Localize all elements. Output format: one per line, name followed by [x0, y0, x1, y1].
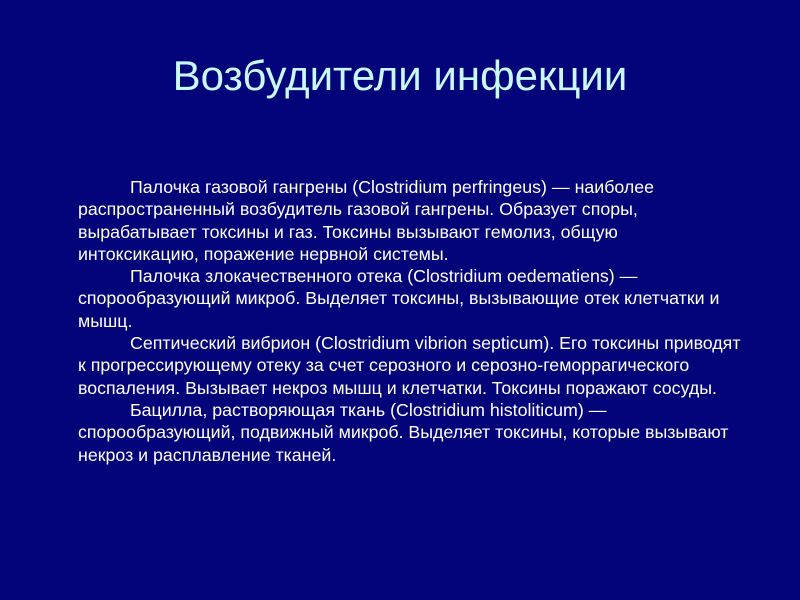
slide-body	[78, 176, 742, 466]
slide-title: Возбудители инфекции	[172, 52, 628, 99]
paragraph-perfringens: Палочка газовой гангрены (Clostridium perfringeus) — наиболее распространенный возбудитель газовой гангрены. Образует споры, вырабатывает токсины и газ. Токсины вызывают гемолиз, общую интоксикацию, поражение нервной системы.	[78, 177, 655, 264]
paragraph-septicum: Септический вибрион (Clostridium vibrion septicum). Его токсины приводят к прогрессирующему отеку за счет серозного и серозно-геморрагического воспаления. Вызывает некроз мышц и клетчатки. Токсины поражают сосуды.	[78, 333, 741, 398]
paragraph-histoliticum: Бацилла, растворяющая ткань (Clostridium histoliticum) — спорообразующий, подвижный микроб. Выделяет токсины, которые вызывают некроз и расплавление тканей.	[78, 399, 729, 465]
paragraph-oedematiens: Палочка злокачественного отека (Clostridium oedematiens) — спорообразующий микроб. Выделяет токсины, вызывающие отек клетчатки и мышц.	[78, 266, 720, 331]
